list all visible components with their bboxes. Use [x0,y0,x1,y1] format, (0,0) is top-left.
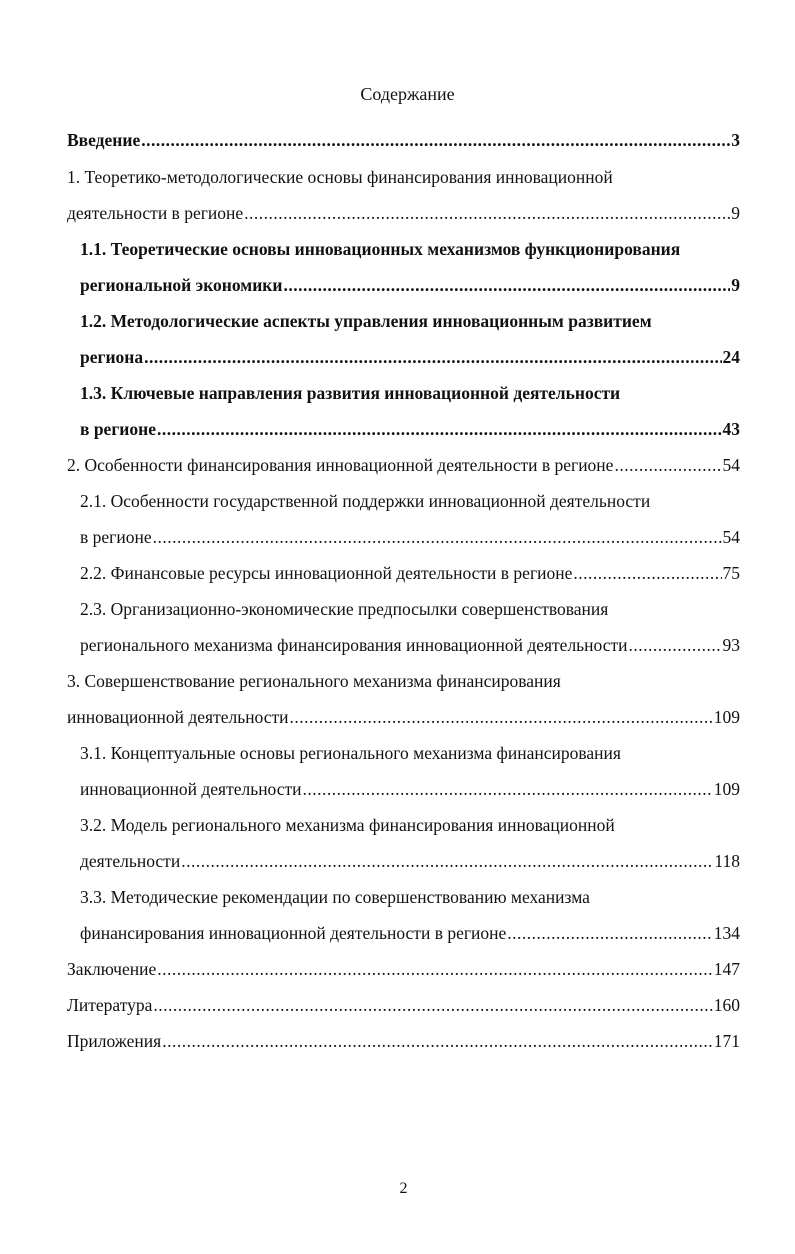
toc-leader-dots [303,777,713,801]
toc-leader-dots [157,417,722,441]
toc-entry-section-3-3-line1[interactable] [80,885,740,909]
toc-entry-title: региональной экономики [80,275,283,295]
toc-leader-dots [153,525,722,549]
toc-page-number: 171 [713,1031,740,1051]
toc-entry-section-1-2[interactable] [80,345,740,369]
toc-page-number: 24 [722,347,740,367]
toc-page-number: 54 [722,455,740,475]
toc-entry-title: 2.3. Организационно-экономические предпосылки совершенствования [80,599,609,619]
toc-page-number: 109 [713,779,740,799]
toc-entry-appendices[interactable] [67,1029,740,1053]
toc-entry-section-1-1-line1[interactable] [80,237,740,261]
toc-entry-title: Приложения [67,1031,162,1051]
toc-entry-references[interactable] [67,993,740,1017]
toc-entry-section-2-3[interactable] [80,633,740,657]
toc-leader-dots [283,273,730,297]
toc-entry-title: Введение [67,130,141,150]
toc-entry-title: 1. Теоретико-методологические основы финансирования инновационной [67,167,613,187]
toc-entry-title: Заключение [67,959,157,979]
toc-leader-dots [614,453,721,477]
toc-entry-section-3-2[interactable] [80,849,740,873]
toc-leader-dots [629,633,722,657]
toc-entry-title: 2. Особенности финансирования инновационной деятельности в регионе [67,455,614,475]
toc-leader-dots [144,345,721,369]
toc-entry-section-2-2[interactable] [80,561,740,585]
toc-entry-title: 3.2. Модель регионального механизма финансирования инновационной [80,815,615,835]
toc-leader-dots [573,561,721,585]
page-number: 2 [399,1180,408,1197]
toc-entry-section-1-1[interactable] [80,273,740,297]
toc-entry-title: в регионе [80,527,152,547]
toc-entry-title: Литература [67,995,153,1015]
toc-entry-title: в регионе [80,419,156,439]
toc-page-number: 147 [713,959,740,979]
toc-page-number: 134 [713,923,740,943]
toc-entry-chapter-1[interactable] [67,201,740,225]
toc-entry-section-2-1-line1[interactable] [80,489,740,513]
toc-page-number: 109 [713,707,740,727]
toc-entry-title: 1.3. Ключевые направления развития инновационной деятельности [80,383,621,403]
toc-entry-title: 1.2. Методологические аспекты управления инновационным развитием [80,311,652,331]
toc-page-number: 118 [714,851,740,871]
toc-leader-dots [507,921,712,945]
toc-entry-section-2-3-line1[interactable] [80,597,740,621]
toc-leader-dots [244,201,730,225]
toc-entry-title: 2.1. Особенности государственной поддержки инновационной деятельности [80,491,651,511]
toc-leader-dots [181,849,713,873]
toc-page-number: 9 [731,203,740,223]
toc-leader-dots [290,705,713,729]
toc-entry-section-3-3[interactable] [80,921,740,945]
toc-entry-chapter-3[interactable] [67,705,740,729]
toc-entry-section-1-2-line1[interactable] [80,309,740,333]
toc-entry-conclusion[interactable] [67,957,740,981]
toc-entry-section-1-3[interactable] [80,417,740,441]
toc-entry-title: 1.1. Теоретические основы инновационных механизмов функционирования [80,239,681,259]
toc-entry-title: 3. Совершенствование регионального механизма финансирования [67,671,561,691]
toc-entry-title: 3.3. Методические рекомендации по совершенствованию механизма [80,887,590,907]
toc-entry-title: 3.1. Концептуальные основы регионального механизма финансирования [80,743,621,763]
toc-entry-title: региона [80,347,144,367]
toc-entry-title: инновационной деятельности [67,707,289,727]
toc-entry-title: деятельности в регионе [67,203,244,223]
toc-entry-section-3-1[interactable] [80,777,740,801]
toc-entry-title: финансирования инновационной деятельности в регионе [80,923,507,943]
toc-entry-chapter-3-line1[interactable] [67,669,740,693]
toc-page-number: 9 [731,275,740,295]
toc-page-number: 160 [713,995,740,1015]
toc-entry-section-2-1[interactable] [80,525,740,549]
toc-leader-dots [157,957,713,981]
toc-leader-dots [162,1029,713,1053]
toc-page-number: 54 [722,527,740,547]
page-title: Содержание [360,84,455,104]
toc-entry-title: регионального механизма финансирования инновационной деятельности [80,635,628,655]
toc-page-number: 93 [722,635,740,655]
toc-page-number: 3 [731,130,740,150]
toc-page-number: 75 [722,563,740,583]
toc-entry-section-1-3-line1[interactable] [80,381,740,405]
toc-entry-section-3-2-line1[interactable] [80,813,740,837]
toc-leader-dots [153,993,712,1017]
toc-entry-section-3-1-line1[interactable] [80,741,740,765]
toc-leader-dots [141,128,730,152]
toc-entry-introduction[interactable] [67,128,740,152]
toc-page-number: 43 [722,419,740,439]
toc-entry-chapter-1-line1[interactable] [67,165,740,189]
toc-entry-title: 2.2. Финансовые ресурсы инновационной деятельности в регионе [80,563,573,583]
toc-entry-title: деятельности [80,851,181,871]
toc-entry-title: инновационной деятельности [80,779,302,799]
toc-entry-chapter-2[interactable] [67,453,740,477]
